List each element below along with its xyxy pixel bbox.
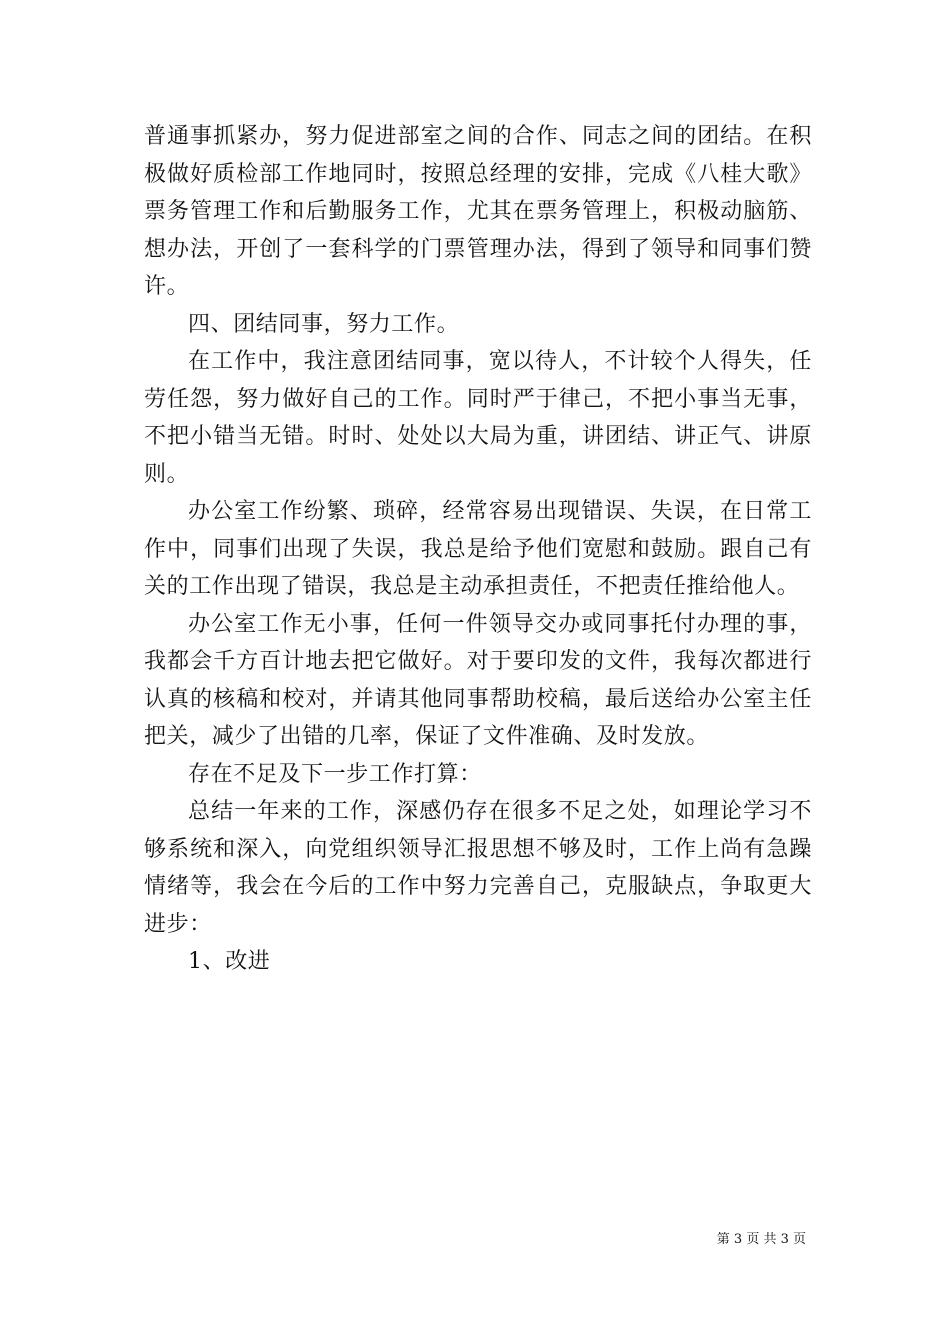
paragraph-teamwork: 在工作中，我注意团结同事，宽以待人，不计较个人得失，任劳任怨，努力做好自己的工作。同时严于律己，不把小事当无事，不把小错当无错。时时、处处以大局为重，讲团结、讲正气、讲原则。 — [144, 349, 812, 487]
document-body — [144, 118, 812, 981]
paragraph-document-handling: 办公室工作无小事，任何一件领导交办或同事托付办理的事，我都会千方百计地去把它做好。对于要印发的文件，我每次都进行认真的核稿和校对，并请其他同事帮助校稿，最后送给办公室主任把关，减少了出错的几率，保证了文件准确、及时发放。 — [144, 611, 812, 749]
paragraph-summary: 总结一年来的工作，深感仍存在很多不足之处，如理论学习不够系统和深入，向党组织领导汇报思想不够及时，工作上尚有急躁情绪等，我会在今后的工作中努力完善自己，克服缺点，争取更大进步： — [144, 799, 812, 937]
section-heading-unite-colleagues: 四、团结同事，努力工作。 — [188, 311, 460, 337]
list-item-improve: 1、改进 — [188, 949, 271, 974]
section-heading-shortcomings: 存在不足及下一步工作打算： — [188, 761, 482, 787]
paragraph-office-work: 办公室工作纷繁、琐碎，经常容易出现错误、失误，在日常工作中，同事们出现了失误，我总是给予他们宽慰和鼓励。跟自己有关的工作出现了错误，我总是主动承担责任，不把责任推给他人。 — [144, 499, 812, 599]
paragraph-continuation: 普通事抓紧办，努力促进部室之间的合作、同志之间的团结。在积极做好质检部工作地同时，按照总经理的安排，完成《八桂大歌》票务管理工作和后勤服务工作，尤其在票务管理上，积极动脑筋、想办法，开创了一套科学的门票管理办法，得到了领导和同事们赞许。 — [144, 124, 812, 299]
page-number: 第 3 页 共 3 页 — [716, 1232, 806, 1247]
